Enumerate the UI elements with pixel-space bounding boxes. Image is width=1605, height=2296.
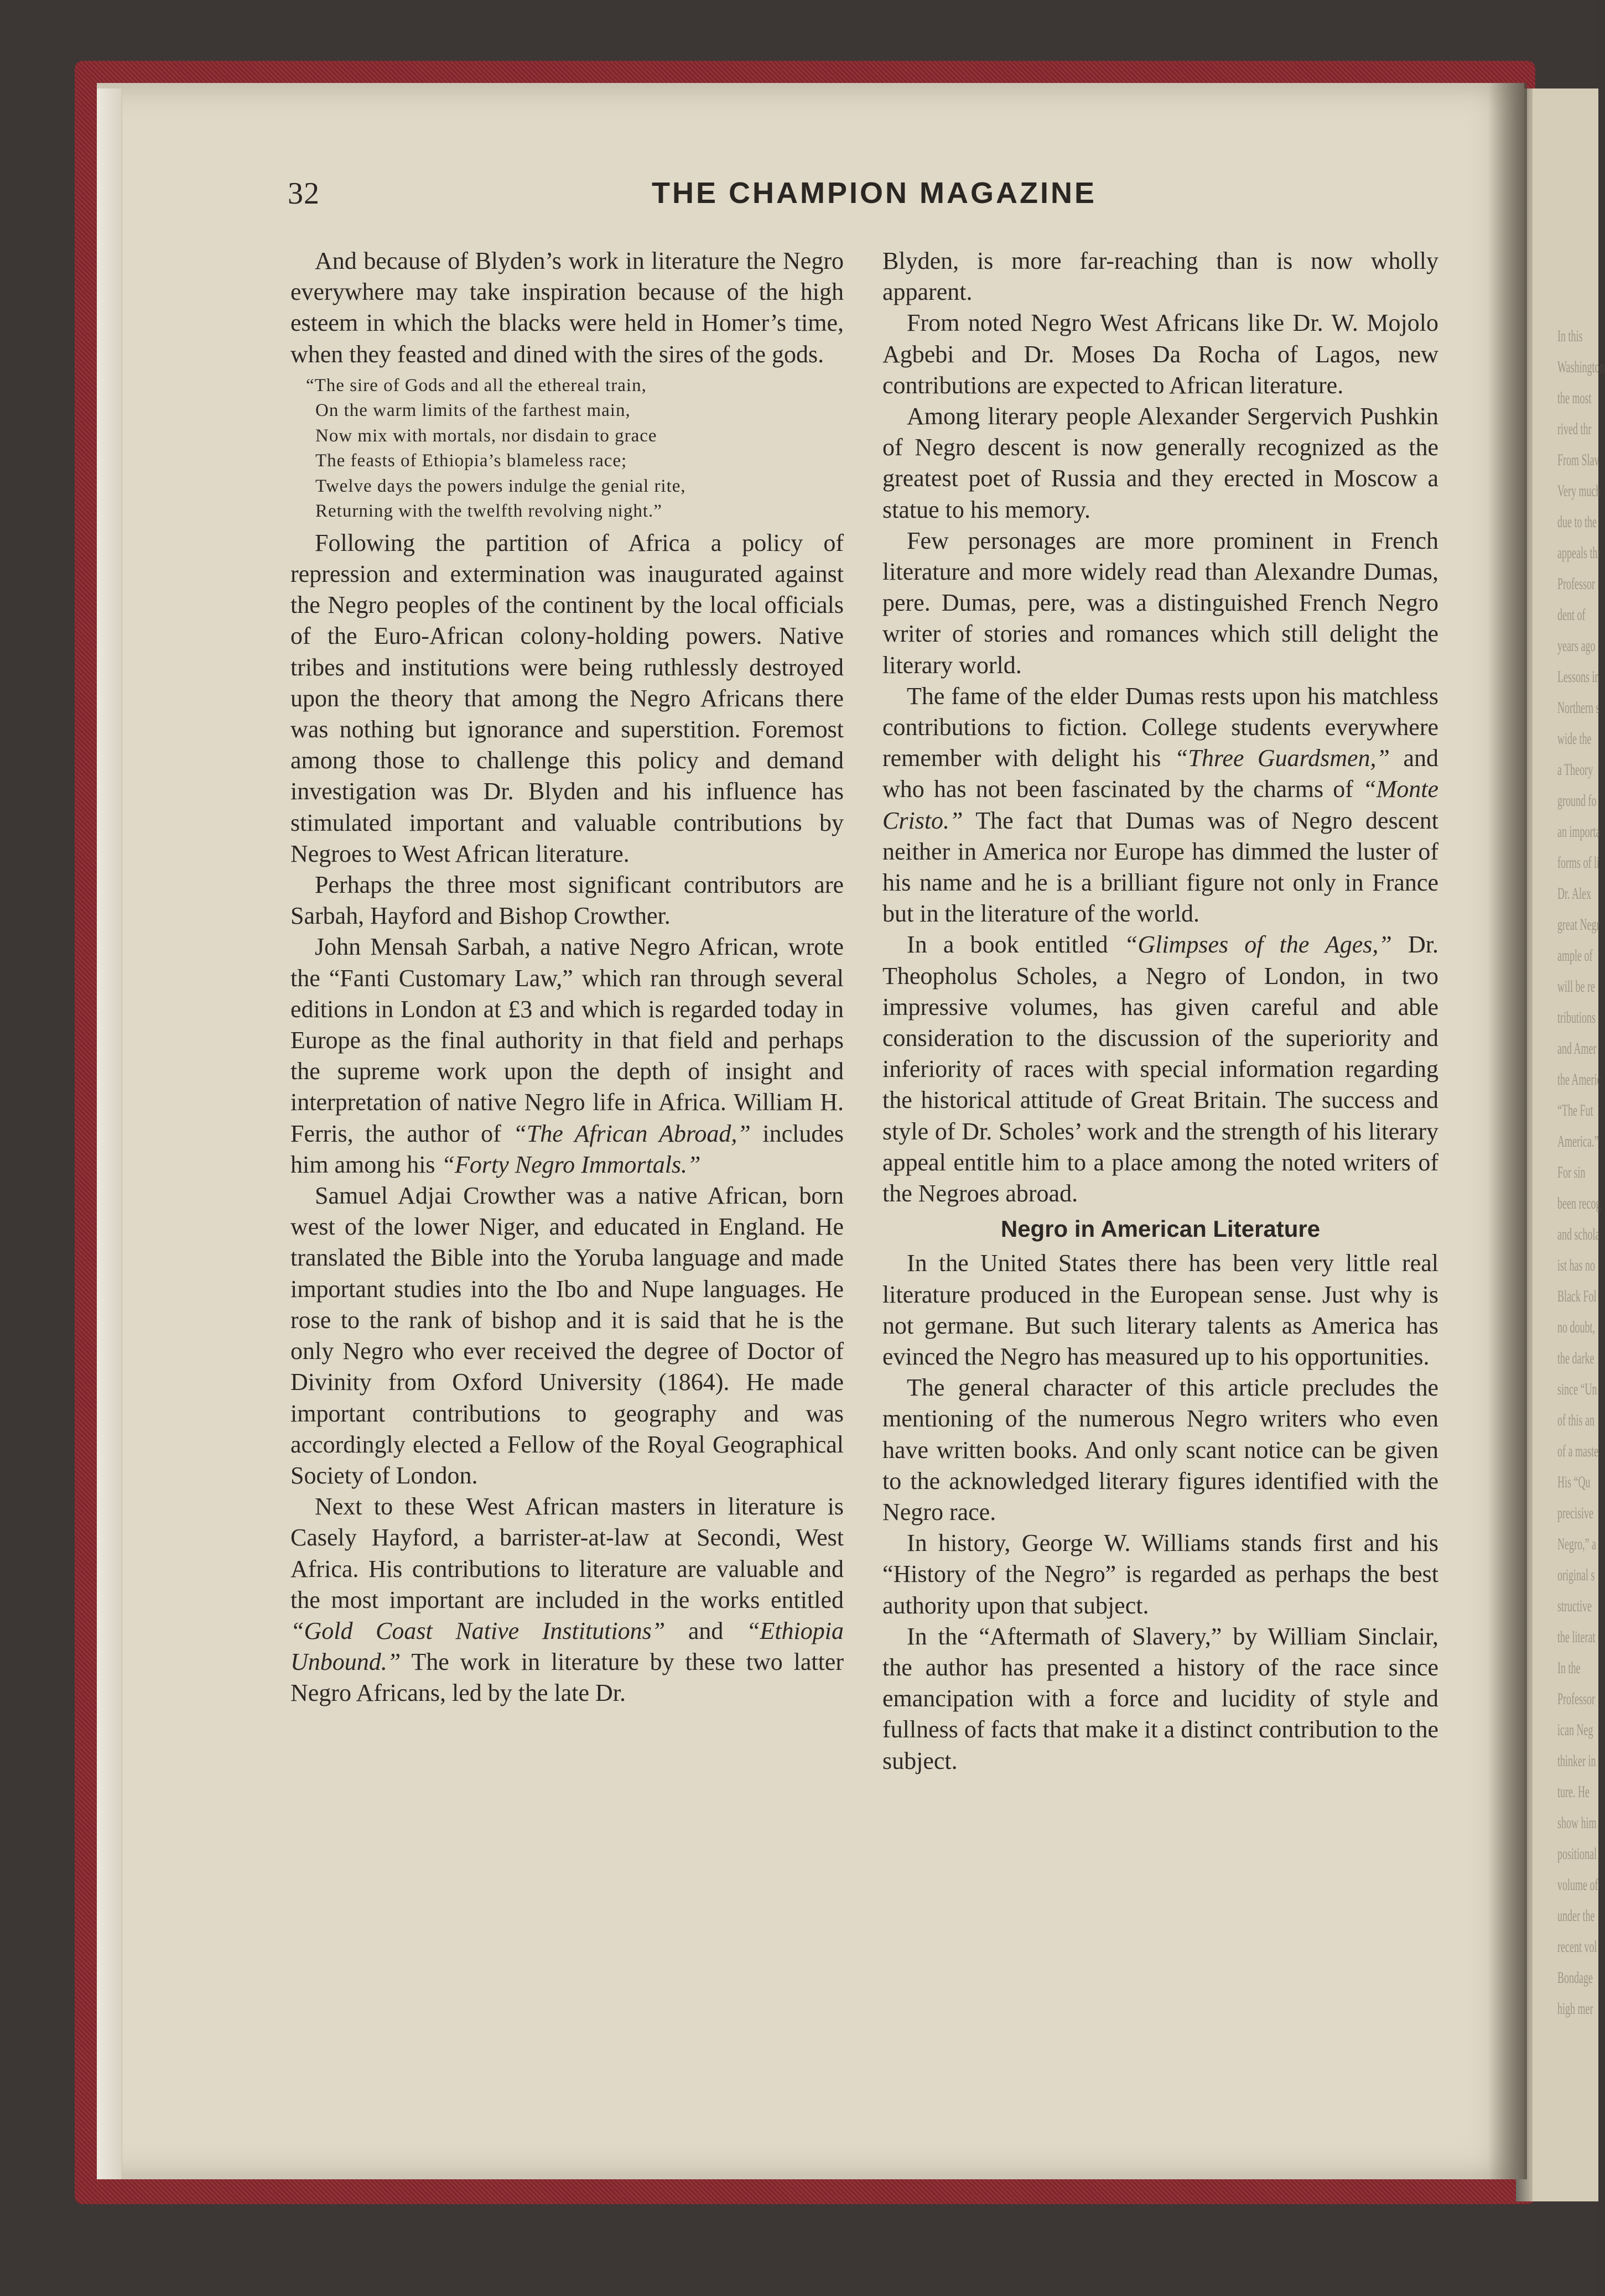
facing-page-fragment: an importa xyxy=(1557,822,1601,841)
text-run: The work in literature by these two latter Negro Africans, led by the late Dr. xyxy=(290,1648,844,1707)
paragraph xyxy=(290,931,844,1180)
facing-page-fragment: under the xyxy=(1557,1907,1595,1925)
paragraph: Among literary people Alexander Sergervich Pushkin of Negro descent is now generally recognized as the greatest poet of Russia and they erected in Moscow a statue to his memory. xyxy=(882,403,1438,523)
paragraph xyxy=(882,681,1438,930)
facing-page-fragment: no doubt, xyxy=(1557,1318,1596,1336)
paragraph: Blyden, is more far-reaching than is now wholly apparent. xyxy=(882,247,1438,306)
facing-page-fragment: ground fo xyxy=(1557,792,1597,810)
facing-page-fragment: a Theory xyxy=(1557,761,1593,779)
facing-page-fragment: dent of xyxy=(1557,606,1586,624)
facing-page-text xyxy=(1557,321,1605,2024)
facing-page-fragment: precisive xyxy=(1557,1504,1593,1522)
page-header xyxy=(288,176,1461,220)
book-title: “Ethiopia Unbound.” xyxy=(290,1617,844,1676)
facing-page-fragment: Washington xyxy=(1557,358,1605,376)
facing-page-fragment: Bondage xyxy=(1557,1969,1593,1987)
facing-page-fragment: of this an xyxy=(1557,1411,1594,1429)
facing-page-fragment: since “Un xyxy=(1557,1380,1597,1398)
facing-page-fragment: appeals thr xyxy=(1557,544,1601,562)
facing-page xyxy=(1516,88,1605,2201)
book-title: “Monte Cristo.” xyxy=(882,775,1438,834)
facing-page-fragment: Lessons in xyxy=(1557,668,1600,686)
facing-page-fragment: America.” xyxy=(1557,1132,1599,1150)
facing-page-fragment: show him xyxy=(1557,1814,1597,1832)
facing-page-fragment: Professor xyxy=(1557,575,1595,593)
paragraph: In the “Aftermath of Slavery,” by William Sinclair, the author has presented a history of the race since emancipation with a force and lucidity of style and fullness of facts that make it a distinct contribution to the subject. xyxy=(882,1622,1438,1774)
poem-line: The feasts of Ethiopia’s blameless race; xyxy=(315,451,627,471)
book-title: “Forty Negro Immortals.” xyxy=(441,1150,701,1178)
facing-page-fragment: ample of xyxy=(1557,946,1593,965)
facing-page-fragment: great Negr xyxy=(1557,915,1600,934)
facing-page-fragment: wide the xyxy=(1557,730,1592,748)
paragraph: Samuel Adjai Crowther was a native African, born west of the lower Niger, and educated in England. He translated the Bible into the Yoruba language and made important studies into the Ibo and Nupe languages. He rose to the rank of bishop and it is said that he is the only Negro who ever received the degree of Doctor of Divinity from Oxford University (1864). He made important contributions to geography and was accordingly elected a Fellow of the Royal Geographical Society of London. xyxy=(290,1182,844,1489)
poem-line: On the warm limits of the farthest main, xyxy=(315,400,631,421)
facing-page-fragment: ist has no xyxy=(1557,1256,1596,1274)
paragraph xyxy=(290,1491,844,1709)
paragraph: The general character of this article precludes the mentioning of the numerous Negro writers who even have written books. And only scant notice can be given to the acknowledged literary figures identified with the Negro race. xyxy=(882,1374,1438,1526)
facing-page-fragment: and Amer xyxy=(1557,1039,1597,1058)
page-number: 32 xyxy=(288,176,320,211)
facing-page-fragment: His “Qu xyxy=(1557,1473,1591,1491)
facing-page-fragment: recent vol xyxy=(1557,1938,1597,1956)
facing-page-fragment: For sin xyxy=(1557,1163,1586,1181)
text-run: and who has not been fascinated by the charms of xyxy=(882,744,1439,803)
poem-line: Now mix with mortals, nor disdain to grace xyxy=(315,425,657,446)
facing-page-fragment: will be re xyxy=(1557,977,1595,996)
facing-page-fragment: positional xyxy=(1557,1845,1597,1863)
facing-page-fragment: the most xyxy=(1557,389,1592,407)
paragraph: Few personages are more prominent in French literature and more widely read than Alexandre Dumas, pere. Dumas, pere, was a distinguished French Negro writer of stories and romances which still delight the literary world. xyxy=(882,527,1438,679)
facing-page-fragment: the literat xyxy=(1557,1628,1596,1646)
text-run: The fame of the elder Dumas rests upon his matchless contributions to fiction. College students everywhere remember with delight his xyxy=(882,682,1438,772)
facing-page-fragment: tributions xyxy=(1557,1008,1596,1027)
paragraph: And because of Blyden’s work in literature the Negro everywhere may take inspiration because of the high esteem in which the blacks were held in Homer’s time, when they feasted and dined with the sires of the gods. xyxy=(290,247,844,368)
facing-page-fragment: years ago xyxy=(1557,637,1596,655)
poem-line: Returning with the twelfth revolving night.” xyxy=(315,501,662,522)
text-run: In a book entitled xyxy=(907,931,1124,959)
paragraph: Perhaps the three most significant contributors are Sarbah, Hayford and Bishop Crowther. xyxy=(290,871,844,930)
text-run: John Mensah Sarbah, a native Negro African, wrote the “Fanti Customary Law,” which ran through several editions in London at £3 and which is regarded today in Europe as the final authority in that field and perhaps the supreme work upon the depth of insight and interpretation of native Negro life in Africa. William H. Ferris, the author of xyxy=(290,933,844,1147)
book-title: “Glimpses of the Ages,” xyxy=(1124,931,1392,959)
facing-page-fragment: of a maste xyxy=(1557,1442,1598,1460)
book-title: “Three Guardsmen,” xyxy=(1174,744,1390,772)
facing-page-fragment: and schola xyxy=(1557,1225,1600,1243)
left-column xyxy=(290,246,844,1709)
facing-page-fragment: From Slav xyxy=(1557,451,1599,469)
right-column xyxy=(882,246,1438,1777)
paragraph: From noted Negro West Africans like Dr. W. Mojolo Agbebi and Dr. Moses Da Rocha of Lagos, new contributions are expected to African literature. xyxy=(882,309,1438,399)
facing-page-fragment: due to the xyxy=(1557,513,1597,531)
facing-page-fragment: rived thr xyxy=(1557,420,1592,438)
paragraph: In history, George W. Williams stands first and his “History of the Negro” is regarded as perhaps the best authority upon that subject. xyxy=(882,1529,1438,1619)
paragraph: In the United States there has been very little real literature produced in the European sense. Just why is not germane. But such literary talents as America has evinced the Negro has measured up to his opportunities. xyxy=(882,1249,1438,1370)
facing-page-fragment: “The Fut xyxy=(1557,1101,1593,1120)
section-heading: Negro in American Literature xyxy=(1000,1216,1321,1242)
text-run: Next to these West African masters in literature is Casely Hayford, a barrister-at-law at Secondi, West Africa. His contributions to literature are valuable and the most important are included in the works entitled xyxy=(290,1493,844,1613)
facing-page-fragment: Very much xyxy=(1557,482,1601,500)
facing-page-fragment: ture. He xyxy=(1557,1783,1590,1801)
text-run: and xyxy=(665,1617,746,1644)
poem-line: “The sire of Gods and all the ethereal train, xyxy=(306,375,647,395)
facing-page-fragment: high mer xyxy=(1557,2000,1593,2018)
facing-page-fragment: the darke xyxy=(1557,1349,1594,1367)
facing-page-fragment: forms of li xyxy=(1557,853,1599,872)
text-run: includes him among his xyxy=(290,1120,844,1178)
facing-page-fragment: In this xyxy=(1557,327,1583,345)
book-title: “The African Abroad,” xyxy=(513,1120,751,1147)
facing-page-fragment: Professor xyxy=(1557,1690,1595,1708)
facing-page-fragment: Dr. Alex xyxy=(1557,884,1592,903)
facing-page-fragment: volume of xyxy=(1557,1876,1598,1894)
facing-page-fragment: the Americ xyxy=(1557,1070,1602,1089)
poem-line: Twelve days the powers indulge the genial rite, xyxy=(315,476,686,496)
facing-page-fragment: Northern s xyxy=(1557,699,1600,717)
poem-quote xyxy=(290,373,844,524)
facing-page-fragment: Negro,” a xyxy=(1557,1535,1596,1553)
facing-page-fragment: been recog xyxy=(1557,1194,1601,1212)
paragraph: Following the partition of Africa a policy of repression and extermination was inaugurated against the Negro peoples of the continent by the local officials of the Euro-African colony-holding powers. Native tribes and institutions were being ruthlessly destroyed upon the theory that among the Negro Africans there was nothing but ignorance and superstition. Foremost among those to challenge this policy and demand investigation was Dr. Blyden and his influence has stimulated important and valuable contributions by Negroes to West African literature. xyxy=(290,529,844,867)
text-run: The fact that Dumas was of Negro descent neither in America nor Europe has dimmed the luster of his name and he is a brilliant figure not only in France but in the literature of the world. xyxy=(882,806,1438,928)
facing-page-fragment: thinker in xyxy=(1557,1752,1596,1770)
facing-page-fragment: original s xyxy=(1557,1566,1595,1584)
facing-page-fragment: structive xyxy=(1557,1597,1592,1615)
facing-page-fragment: In the xyxy=(1557,1659,1581,1677)
book-title: “Gold Coast Native Institutions” xyxy=(290,1617,666,1644)
spine-shadow xyxy=(1488,83,1527,2179)
paragraph xyxy=(882,929,1438,1209)
facing-page-fragment: ican Neg xyxy=(1557,1721,1593,1739)
page-edges xyxy=(97,88,122,2179)
magazine-title: THE CHAMPION MAGAZINE xyxy=(652,176,1097,210)
text-run: Dr. Theopholus Scholes, a Negro of London, in two impressive volumes, has given careful and able consideration to the discussion of the superiority and inferiority of races with special information regarding the historical attitude of Great Britain. The success and style of Dr. Scholes’ work and the strength of his literary appeal entitle him to a place among the noted writers of the Negroes abroad. xyxy=(882,931,1439,1207)
facing-page-fragment: Black Fol xyxy=(1557,1287,1597,1305)
